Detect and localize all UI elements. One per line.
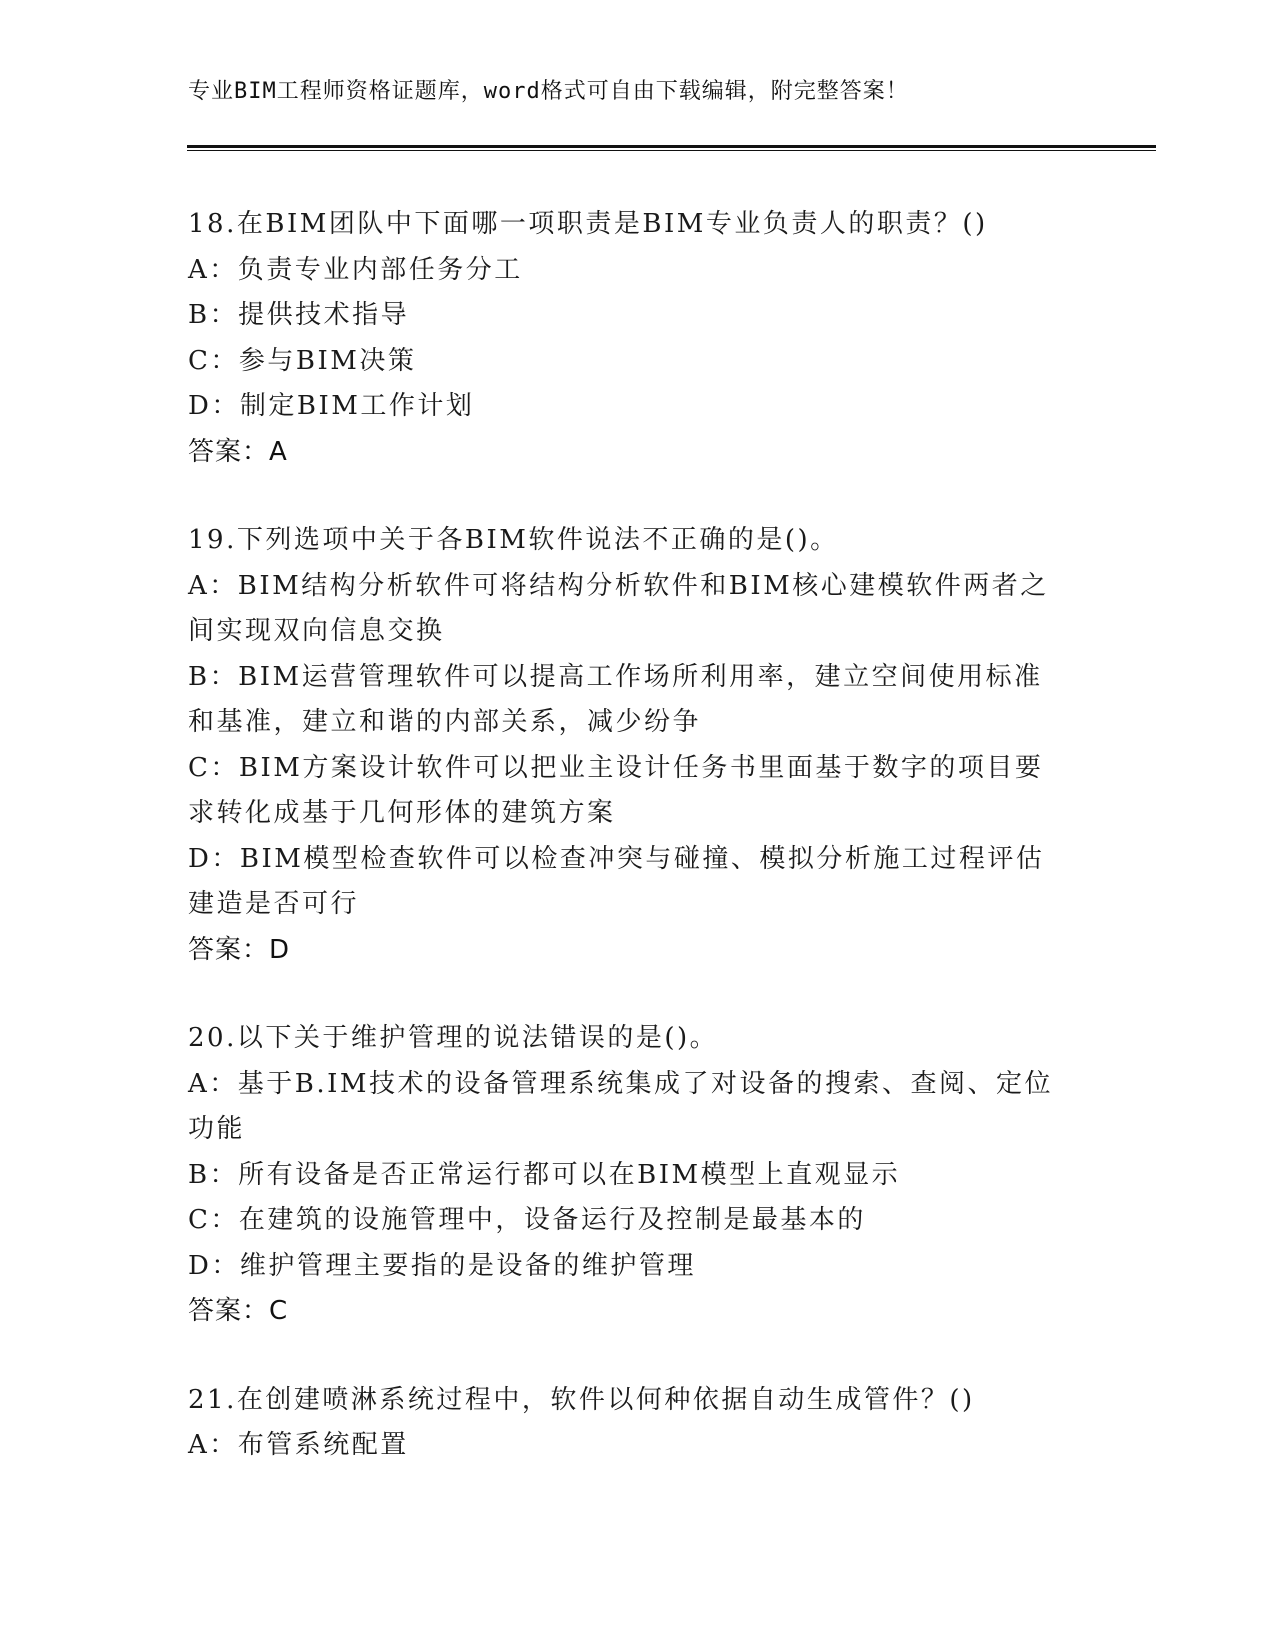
question-list xyxy=(188,202,1068,1512)
page-header-text: 专业BIM工程师资格证题库，word格式可自由下载编辑，附完整答案！ xyxy=(188,79,909,104)
question-stem: 19.下列选项中关于各BIM软件说法不正确的是()。 xyxy=(188,525,839,555)
option-b: B：BIM运营管理软件可以提高工作场所利用率，建立空间使用标准和基准，建立和谐的内部关系，减少纷争 xyxy=(188,661,1043,737)
option-d: D：制定BIM工作计划 xyxy=(188,391,475,421)
option-a: A：布管系统配置 xyxy=(188,1430,409,1460)
question-21 xyxy=(188,1378,1068,1469)
question-19 xyxy=(188,518,1068,973)
answer-label: 答案：D xyxy=(188,934,291,965)
option-c: C：BIM方案设计软件可以把业主设计任务书里面基于数字的项目要求转化成基于几何形体的建筑方案 xyxy=(188,752,1044,828)
question-stem: 21.在创建喷淋系统过程中，软件以何种依据自动生成管件？() xyxy=(188,1384,975,1415)
header-divider-thin xyxy=(187,150,1156,151)
option-b: B：所有设备是否正常运行都可以在BIM模型上直观显示 xyxy=(188,1159,901,1190)
answer-label: 答案：C xyxy=(188,1296,289,1326)
option-b: B：提供技术指导 xyxy=(188,300,410,330)
option-a: A：BIM结构分析软件可将结构分析软件和BIM核心建模软件两者之间实现双向信息交换 xyxy=(188,570,1049,646)
option-d: D：BIM模型检查软件可以检查冲突与碰撞、模拟分析施工过程评估建造是否可行 xyxy=(188,843,1045,919)
question-18 xyxy=(188,202,1068,475)
question-stem: 18.在BIM团队中下面哪一项职责是BIM专业负责人的职责？() xyxy=(188,209,988,239)
option-d: D：维护管理主要指的是设备的维护管理 xyxy=(188,1250,696,1281)
option-a: A：负责专业内部任务分工 xyxy=(188,254,523,285)
option-a: A：基于B.IM技术的设备管理系统集成了对设备的搜索、查阅、定位功能 xyxy=(188,1068,1054,1144)
answer-label: 答案：A xyxy=(188,436,288,467)
option-c: C：参与BIM决策 xyxy=(188,345,417,376)
question-stem: 20.以下关于维护管理的说法错误的是()。 xyxy=(188,1023,719,1053)
option-c: C：在建筑的设施管理中，设备运行及控制是最基本的 xyxy=(188,1205,866,1235)
header-divider-thick xyxy=(187,145,1156,148)
question-20 xyxy=(188,1016,1068,1335)
